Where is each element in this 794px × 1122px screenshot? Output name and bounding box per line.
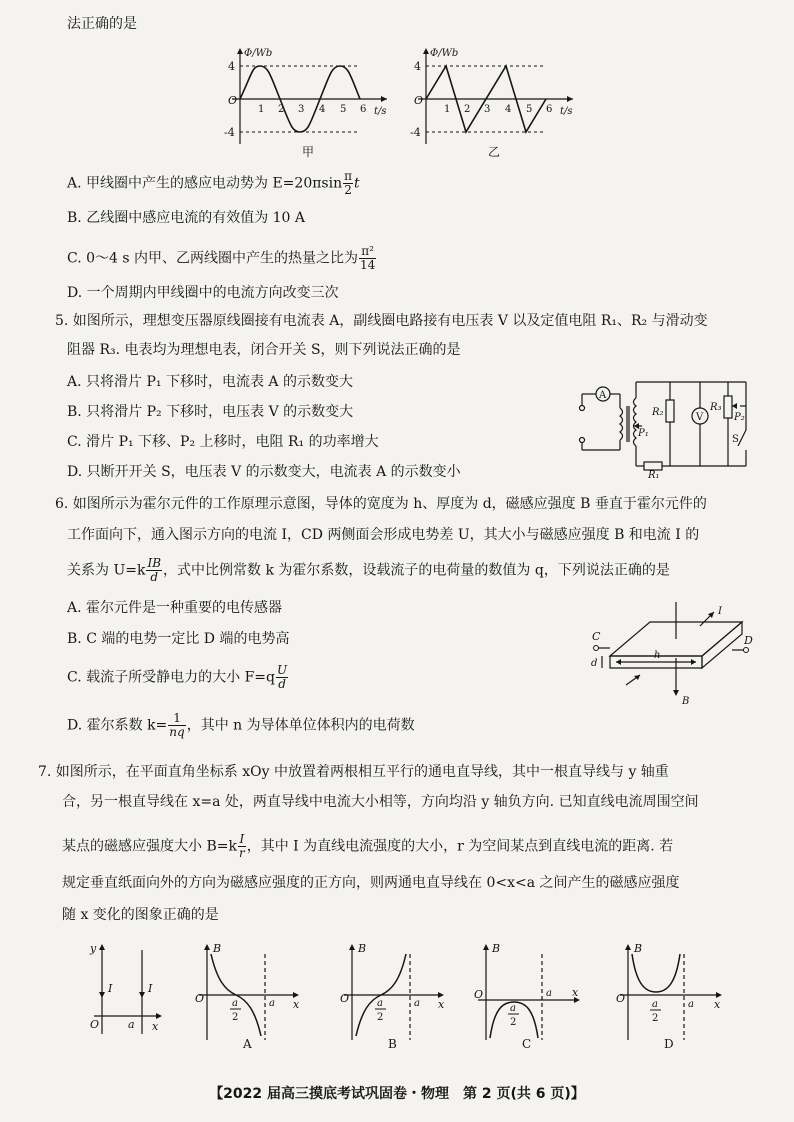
q7a-choice-label: A [243,1037,252,1050]
jia-origin: O [228,94,238,107]
q7d-half-den: 2 [652,1013,659,1024]
q4-stem-tail: 法正确的是 [67,16,137,32]
jia-ylabel: Φ/Wb [244,48,273,59]
q6-h-label: h [654,650,661,661]
q7-stem-5: 随 x 变化的图象正确的是 [62,907,219,923]
q4-graph-yi [408,44,583,162]
q5-p2-label: P₂ [734,412,745,423]
q7c-b-label: B [492,942,501,955]
q7d-x-label: x [714,998,721,1011]
q5-p1-label: P₁ [638,428,649,439]
q7a-b-label: B [213,942,222,955]
q5-voltmeter-label: V [696,412,704,423]
q7d-origin: O [616,992,626,1005]
q6-stem-3: 关系为 U=k $\frac{IB}{d}$ ，式中比例常数 k 为霍尔系数，设载流子的电荷量的数值为 q，下列说法正确的是 [67,556,670,584]
q7-graph-d [612,940,732,1050]
jia-tick-1: 1 [258,104,265,115]
yi-origin: O [414,94,424,107]
q6-d-label: D [744,634,753,647]
q7b-origin: O [340,992,350,1005]
q7-setup-y-label: y [90,942,97,955]
yi-tick-2: 2 [464,104,471,115]
q7-setup-a-label: a [128,1018,135,1031]
page-footer: 【2022 届高三摸底考试巩固卷・物理 第 2 页(共 6 页)】 [209,1086,585,1102]
yi-ylabel: Φ/Wb [430,48,459,59]
q6-current-label: I [718,606,722,617]
q7b-half-num: a [377,998,383,1009]
q6-hall-element-diagram [590,600,770,710]
q7-setup-origin: O [90,1018,100,1031]
yi-tick-1: 1 [444,104,451,115]
q7a-origin: O [195,992,205,1005]
q7a-half-num: a [232,998,238,1009]
q6-d-thickness-label: d [591,658,598,669]
jia-ymax: 4 [228,60,235,73]
q6-option-a: A. 霍尔元件是一种重要的电传感器 [67,600,283,616]
q7-graph-a [185,940,305,1050]
q5-option-d: D. 只断开开关 S，电压表 V 的示数变大，电流表 A 的示数变小 [67,464,461,480]
q7c-origin: O [474,988,484,1001]
yi-caption: 乙 [488,145,501,159]
q6-option-c: C. 载流子所受静电力的大小 F=q $\frac{U}{d}$ [67,663,288,691]
yi-tick-6: 6 [546,104,553,115]
q7b-choice-label: B [388,1037,397,1050]
q6-option-b: B. C 端的电势一定比 D 端的电势高 [67,631,290,647]
q5-option-c: C. 滑片 P₁ 下移、P₂ 上移时，电阻 R₁ 的功率增大 [67,434,379,450]
q5-ammeter-label: A [599,390,607,401]
q7a-a-label: a [269,998,275,1009]
jia-tick-4: 4 [319,104,326,115]
q4-graph-jia [222,44,397,162]
q6-stem-1: 6. 如图所示为霍尔元件的工作原理示意图，导体的宽度为 h、厚度为 d，磁感应强度 B 垂直于霍尔元件的 [55,496,707,512]
q7b-a-label: a [414,998,420,1009]
q7b-half-den: 2 [377,1012,384,1023]
q7a-half-den: 2 [232,1012,239,1023]
q6-stem-2: 工作面向下，通入图示方向的电流 I，CD 两侧面会形成电势差 U，其大小与磁感应强度 B 和电流 I 的 [67,527,700,543]
yi-xlabel: t/s [560,106,573,117]
yi-tick-4: 4 [505,104,512,115]
q5-circuit-diagram [568,370,768,480]
yi-ymax: 4 [414,60,421,73]
q7c-half-num: a [510,1003,516,1014]
jia-tick-6: 6 [360,104,367,115]
q6-b-label: B [682,696,690,707]
q7-stem-2: 合，另一根直导线在 x=a 处，两直导线中电流大小相等，方向均沿 y 轴负方向. 已知直线电流周围空间 [62,794,699,810]
q4-option-d: D. 一个周期内甲线圈中的电流方向改变三次 [67,285,339,301]
q7-stem-4: 规定垂直纸面向外的方向为磁感应强度的正方向，则两通电直导线在 0<x<a 之间产生的磁感应强度 [62,875,680,891]
jia-tick-3: 3 [298,104,305,115]
q7-stem-1: 7. 如图所示，在平面直角坐标系 xOy 中放置着两根相互平行的通电直导线，其中一根直导线与 y 轴重 [38,764,669,780]
q4-option-a: A. 甲线圈中产生的感应电动势为 E=20πsin $\frac{\pi}{2}$ t [67,169,360,197]
q7a-x-label: x [293,998,300,1011]
q4-option-c: C. 0～4 s 内甲、乙两线圈中产生的热量之比为 $\frac{\text{π²}}{14}$ [67,244,376,272]
q7d-half-num: a [652,999,658,1010]
q5-r3-label: R₃ [710,402,722,413]
q7c-x-label: x [572,986,579,999]
q7d-a-label: a [688,999,694,1010]
q7-graph-b [330,940,450,1050]
q5-option-a: A. 只将滑片 P₁ 下移时，电流表 A 的示数变大 [67,374,353,390]
jia-ymin: -4 [224,126,235,139]
jia-caption: 甲 [302,145,315,159]
q4-option-b: B. 乙线圈中感应电流的有效值为 10 A [67,210,306,226]
q7-stem-3: 某点的磁感应强度大小 B=k $\frac{I}{r}$ ，其中 I 为直线电流强度的大小，r 为空间某点到直线电流的距离. 若 [62,832,674,860]
q5-r1-label: R₁ [648,470,660,480]
q5-stem-2: 阻器 R₃. 电表均为理想电表，闭合开关 S，则下列说法正确的是 [67,342,461,358]
q7c-choice-label: C [522,1037,532,1050]
jia-tick-5: 5 [340,104,347,115]
q7-setup-current-1: I [108,982,113,995]
q7d-choice-label: D [664,1037,674,1050]
q7d-b-label: B [634,942,643,955]
q7-setup-current-2: I [148,982,153,995]
q6-option-d: D. 霍尔系数 k= $\frac{1}{nq}$ ，其中 n 为导体单位体积内的电荷数 [67,711,415,739]
q5-r2-label: R₂ [652,407,664,418]
jia-tick-2: 2 [278,104,285,115]
yi-ymin: -4 [410,126,421,139]
q5-stem-1: 5. 如图所示，理想变压器原线圈接有电流表 A，副线圈电路接有电压表 V 以及定值电阻 R₁、R₂ 与滑动变 [55,313,708,329]
q7-setup-diagram [86,940,166,1040]
q7b-x-label: x [438,998,445,1011]
jia-xlabel: t/s [374,106,387,117]
q7c-half-den: 2 [510,1017,517,1028]
q7-graph-c [470,940,590,1050]
q6-c-label: C [592,630,601,643]
yi-tick-5: 5 [526,104,533,115]
q5-option-b: B. 只将滑片 P₂ 下移时，电压表 V 的示数变大 [67,404,354,420]
q7c-a-label: a [546,988,552,999]
q5-switch-label: S [732,434,739,445]
q7b-b-label: B [358,942,367,955]
yi-tick-3: 3 [484,104,491,115]
q7-setup-x-label: x [152,1020,159,1033]
